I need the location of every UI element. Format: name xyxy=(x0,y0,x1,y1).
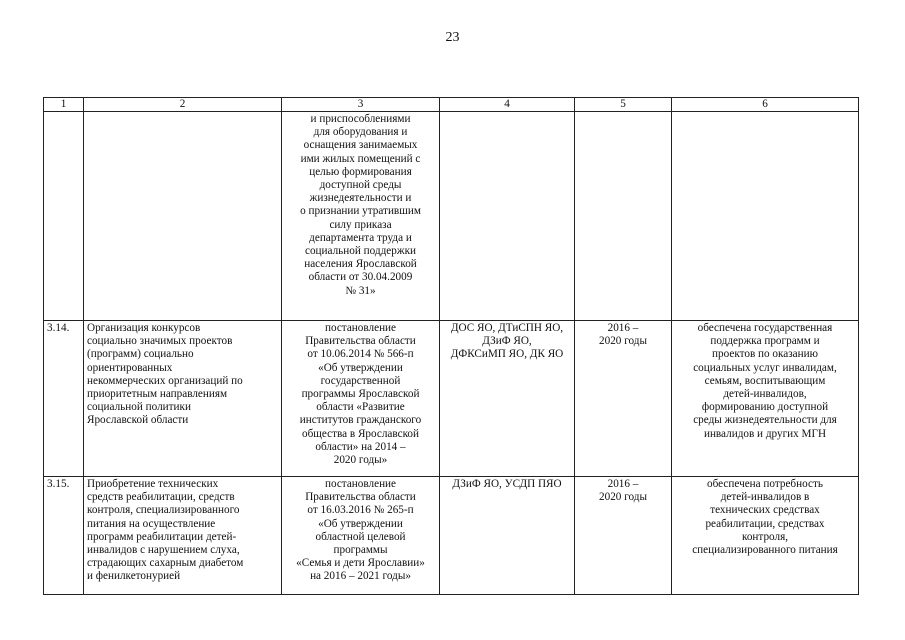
cell-text-line: для оборудования и xyxy=(313,126,408,139)
cell-text-line: проектов по оказанию xyxy=(712,348,818,361)
cell-text-line: «Об утверждении xyxy=(318,517,403,530)
cell-text-line: областной целевой xyxy=(315,530,406,543)
cell-text-line: детей-инвалидов в xyxy=(720,491,810,504)
cell-text-line: «Семья и дети Ярославии» xyxy=(296,557,425,570)
cell-text-line: о признании утратившим xyxy=(300,205,421,218)
cell-text-line: социальных услуг инвалидам, xyxy=(693,361,837,374)
measure-cell xyxy=(84,112,282,321)
cell-text-line: 2020 годы» xyxy=(333,454,388,467)
cell-text-line: страдающих сахарным диабетом xyxy=(87,557,244,570)
cell-text-line: обеспечена потребность xyxy=(707,478,823,490)
cell-text-line: средств реабилитации, средств xyxy=(87,491,235,504)
cell-text-line: некоммерческих организаций по xyxy=(87,374,243,387)
cell-text-line: силу приказа xyxy=(329,218,392,231)
cell-text-line: семьям, воспитывающим xyxy=(704,374,826,387)
table-row-3-15 xyxy=(44,477,859,595)
column-header-5: 5 xyxy=(575,98,672,112)
executor-cell xyxy=(440,112,575,321)
cell-text-line: формированию доступной xyxy=(701,401,829,414)
cell-text-line: постановление xyxy=(324,478,397,490)
cell-text-line: институтов гражданского xyxy=(299,414,422,427)
cell-text-line: «Об утверждении xyxy=(318,361,403,374)
column-header-6: 6 xyxy=(672,98,859,112)
result-cell xyxy=(672,321,859,477)
cell-text-line: населения Ярославской xyxy=(304,258,417,271)
cell-text-line: постановление xyxy=(324,322,397,334)
cell-text-line: департамента труда и xyxy=(309,231,412,244)
cell-text-line: специализированного питания xyxy=(692,544,838,557)
period-cell xyxy=(575,321,672,477)
column-header-1: 1 xyxy=(44,98,84,112)
cell-text-line: от 10.06.2014 № 566-п xyxy=(307,348,414,361)
cell-text-line: 2016 – xyxy=(607,478,639,490)
cell-text-line: Приобретение технических xyxy=(87,478,219,490)
cell-text-line: контроля, специализированного xyxy=(87,504,240,517)
cell-text-line: инвалидов и других МГН xyxy=(703,427,827,440)
table-row-continuation xyxy=(44,112,859,321)
cell-text-line: ДЗиФ ЯО, УСДП ПЯО xyxy=(452,478,562,490)
cell-text-line: среды жизнедеятельности для xyxy=(693,414,837,427)
cell-text-line: ориентированных xyxy=(87,361,173,374)
cell-text-line: детей-инвалидов, xyxy=(723,388,807,401)
cell-text-line: ДЗиФ ЯО, xyxy=(482,335,532,348)
legal-act-cell xyxy=(282,477,440,595)
cell-text-line: № 31» xyxy=(345,284,376,297)
cell-text-line: поддержка программ и xyxy=(710,335,820,348)
result-cell xyxy=(672,477,859,595)
column-header-3: 3 xyxy=(282,98,440,112)
result-cell xyxy=(672,112,859,321)
cell-text-line: программы xyxy=(333,544,388,557)
cell-text-line: области от 30.04.2009 xyxy=(308,271,413,284)
cell-text-line: ДОС ЯО, ДТиСПН ЯО, xyxy=(450,322,564,334)
cell-text-line: жизнедеятельности и xyxy=(309,192,412,205)
cell-text-line: социально значимых проектов xyxy=(87,335,233,348)
cell-text-line: 2020 годы xyxy=(599,491,647,504)
cell-text-line: ДФКСиМП ЯО, ДК ЯО xyxy=(450,348,564,361)
cell-text-line: доступной среды xyxy=(319,179,402,192)
period-cell xyxy=(575,112,672,321)
cell-text-line: питания на осуществление xyxy=(87,517,216,530)
row-number-cell xyxy=(44,112,84,321)
cell-text-line: и фенилкетонурией xyxy=(87,570,181,583)
cell-text-line: (программ) социально xyxy=(87,348,194,361)
row-number-cell: 3.15. xyxy=(44,477,84,595)
cell-text-line: программ реабилитации детей- xyxy=(87,530,237,543)
legal-act-cell xyxy=(282,321,440,477)
cell-text-line: 2016 – xyxy=(607,322,639,334)
cell-text-line: и приспособлениями xyxy=(310,113,411,125)
period-cell xyxy=(575,477,672,595)
cell-text-line: Правительства области xyxy=(305,335,416,348)
cell-text-line: социальной политики xyxy=(87,401,191,414)
cell-text-line: оснащения занимаемых xyxy=(303,139,418,152)
table-row-3-14 xyxy=(44,321,859,477)
cell-text-line: технических средствах xyxy=(710,504,820,517)
table-header-row xyxy=(44,98,859,112)
cell-text-line: Правительства области xyxy=(305,491,416,504)
cell-text-line: области «Развитие xyxy=(316,401,405,414)
cell-text-line: ими жилых помещений с xyxy=(300,152,421,165)
cell-text-line: обеспечена государственная xyxy=(697,322,833,334)
measures-table xyxy=(43,97,859,595)
cell-text-line: общества в Ярославской xyxy=(301,427,420,440)
cell-text-line: программы Ярославской xyxy=(301,388,420,401)
executor-cell xyxy=(440,321,575,477)
cell-text-line: целью формирования xyxy=(309,165,412,178)
measure-cell xyxy=(84,321,282,477)
cell-text-line: от 16.03.2016 № 265-п xyxy=(307,504,414,517)
cell-text-line: 2020 годы xyxy=(599,335,647,348)
column-header-4: 4 xyxy=(440,98,575,112)
cell-text-line: инвалидов с нарушением слуха, xyxy=(87,544,240,557)
executor-cell xyxy=(440,477,575,595)
column-header-2: 2 xyxy=(84,98,282,112)
row-number-cell: 3.14. xyxy=(44,321,84,477)
cell-text-line: реабилитации, средствах xyxy=(705,517,825,530)
page-number: 23 xyxy=(445,30,460,45)
cell-text-line: Организация конкурсов xyxy=(87,322,201,334)
cell-text-line: на 2016 – 2021 годы» xyxy=(310,570,411,583)
cell-text-line: контроля, xyxy=(741,530,789,543)
cell-text-line: социальной поддержки xyxy=(304,245,416,258)
cell-text-line: области» на 2014 – xyxy=(315,440,406,453)
measure-cell xyxy=(84,477,282,595)
cell-text-line: Ярославской области xyxy=(87,414,189,427)
legal-act-cell xyxy=(282,112,440,321)
cell-text-line: государственной xyxy=(320,374,401,387)
cell-text-line: приоритетным направлениям xyxy=(87,388,228,401)
